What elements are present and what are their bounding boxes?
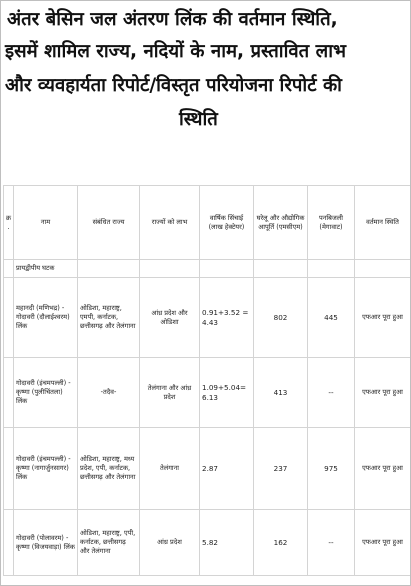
row-benefit: आंध्र प्रदेश	[140, 510, 200, 576]
row-hydro: 445	[308, 278, 355, 358]
section-label: प्रायद्वीपीय घटक	[14, 260, 78, 278]
row-hydro: 975	[308, 428, 355, 510]
title-line-2: इसमें शामिल राज्य, नदियों के नाम, प्रस्तावित लाभ	[5, 41, 346, 62]
row-name: महानदी (मणिभद्र) - गोदावरी (दौलाईश्वरम) लिंक	[14, 278, 78, 358]
header-status: वर्तमान स्थिति	[355, 186, 411, 260]
row-name: गोदावरी (इंचमपल्ली) - कृष्णा (पुलीचिंतला) लिंक	[14, 358, 78, 428]
header-states: संबंधित राज्य	[78, 186, 140, 260]
table-row	[4, 428, 411, 510]
row-benefit: तेलंगाना	[140, 428, 200, 510]
row-states: -तदैव-	[78, 358, 140, 428]
row-benefit: तेलंगाना और आंध्र प्रदेश	[140, 358, 200, 428]
row-irrigation: 0.91+3.52 = 4.43	[200, 278, 254, 358]
table-row	[4, 358, 411, 428]
row-supply: 802	[254, 278, 308, 358]
header-supply: घरेलू और औद्योगिक आपूर्ति (एमसीएम)	[254, 186, 308, 260]
table-header-row	[4, 186, 411, 260]
row-states: ओडिशा, महाराष्ट्र, एमपी, कर्नाटक, छत्तीसगढ़ और तेलंगाना	[78, 278, 140, 358]
table-row	[4, 278, 411, 358]
header-serial: क्र.	[4, 186, 14, 260]
row-irrigation: 1.09+5.04= 6.13	[200, 358, 254, 428]
row-irrigation: 5.82	[200, 510, 254, 576]
row-irrigation: 2.87	[200, 428, 254, 510]
status-table	[3, 185, 411, 576]
table-section-row	[4, 260, 411, 278]
header-irrigation: वार्षिक सिंचाई (लाख हेक्टेयर)	[200, 186, 254, 260]
row-status: एफआर पूरा हुआ	[355, 428, 411, 510]
row-states: ओडिशा, महाराष्ट्र, एपी, कर्नाटक, छत्तीसगढ़ और तेलंगाना	[78, 510, 140, 576]
row-states: ओडिशा, महाराष्ट्र, मध्य प्रदेश, एपी, कर्नाटक, छत्तीसगढ़ और तेलंगाना	[78, 428, 140, 510]
title-line-1: अंतर बेसिन जल अंतरण लिंक की वर्तमान स्थिति,	[7, 9, 338, 30]
row-hydro: --	[308, 510, 355, 576]
row-hydro: --	[308, 358, 355, 428]
row-benefit: आंध्र प्रदेश और ओडिशा	[140, 278, 200, 358]
title-line-4: स्थिति	[179, 109, 218, 130]
row-status: एफआर पूरा हुआ	[355, 358, 411, 428]
header-benefit: राज्यों को लाभ	[140, 186, 200, 260]
table-row	[4, 510, 411, 576]
row-supply: 237	[254, 428, 308, 510]
row-name: गोदावरी (पोलावरम) - कृष्णा (विजयवाड़ा) लिंक	[14, 510, 78, 576]
header-name: नाम	[14, 186, 78, 260]
row-status: एफआर पूरा हुआ	[355, 510, 411, 576]
row-supply: 162	[254, 510, 308, 576]
row-name: गोदावरी (इंचमपल्ली) - कृष्णा (नागार्जुनसागर) लिंक	[14, 428, 78, 510]
title-line-3: और व्यवहार्यता रिपोर्ट/विस्तृत परियोजना रिपोर्ट की	[5, 75, 342, 96]
header-hydro: पनबिजली (मेगावाट)	[308, 186, 355, 260]
row-supply: 413	[254, 358, 308, 428]
row-status: एफआर पूरा हुआ	[355, 278, 411, 358]
